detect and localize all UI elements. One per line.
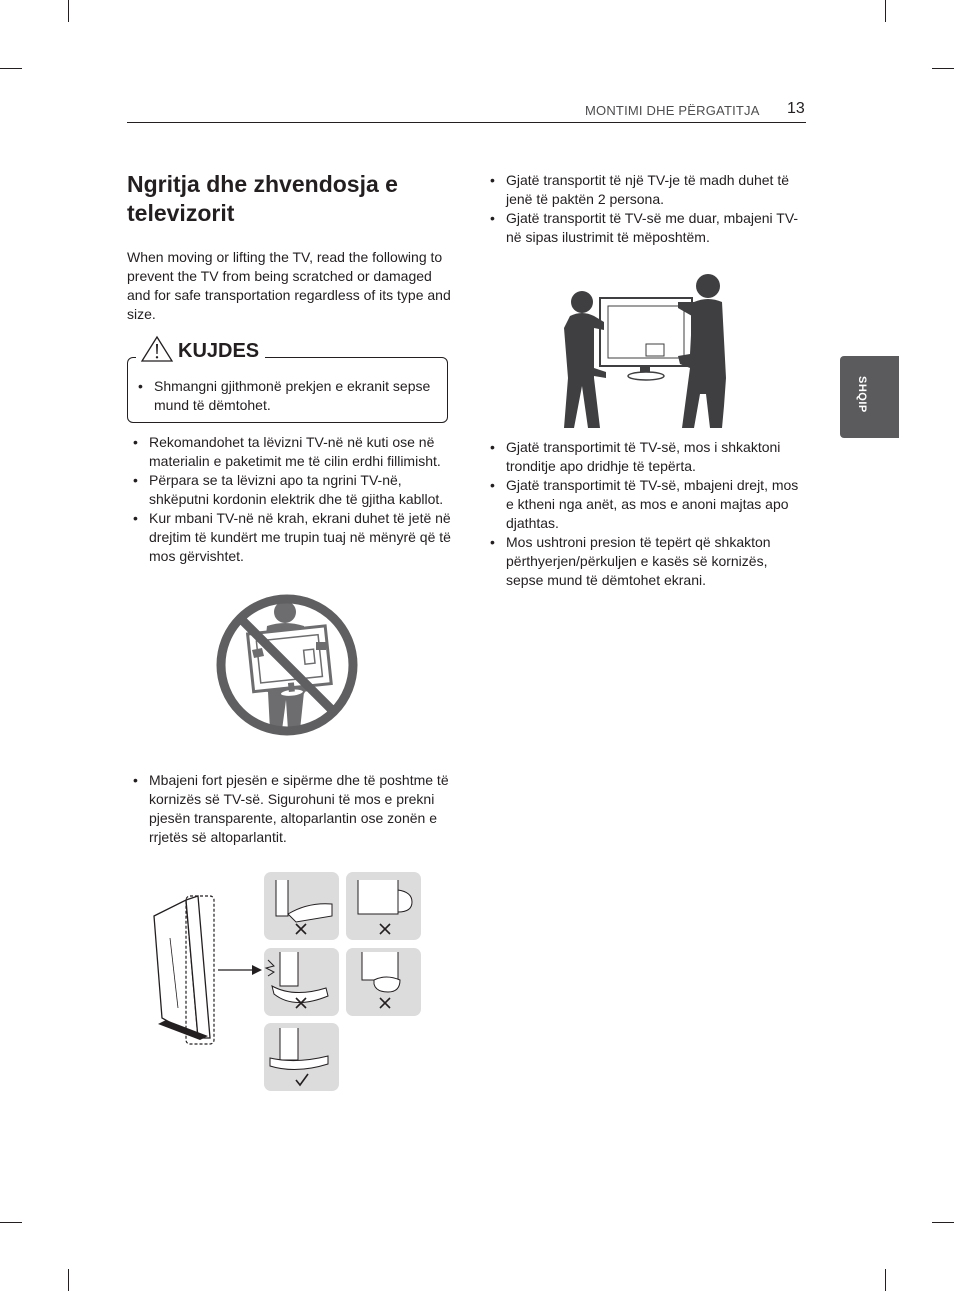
crop-mark: [68, 1269, 69, 1291]
crop-mark: [68, 0, 69, 22]
caution-title: KUJDES: [178, 340, 260, 362]
list-item: • Rekomandohet ta lëvizni TV-në në kuti ose në materialin e paketimit me të cilin erdhi fillimisht.: [132, 433, 454, 471]
intro-paragraph: When moving or lifting the TV, read the following to prevent the TV from being scratched or damaged and for safe transportation regardless of its type and size.: [127, 249, 451, 322]
crop-mark: [932, 1222, 954, 1223]
list-item: • Shmangni gjithmonë prekjen e ekranit sepse mund të dëmtohet.: [137, 377, 442, 415]
grip-panel-wrong-1: [264, 872, 339, 940]
crop-mark: [885, 0, 886, 22]
section-title: Ngritja dhe zhvendosja e televizorit: [127, 171, 398, 226]
frame-grip-list: [132, 771, 454, 847]
list-item: • Gjatë transportimit të TV-së, mbajeni drejt, mos e ktheni nga anët, as mos e anoni majtas apo djathtas.: [489, 476, 807, 533]
list-item: • Mos ushtroni presion të tepërt që shkakton përthyerjen/përkuljen e kasës së kornizës, sepse mund të dëmtohet ekrani.: [489, 533, 807, 590]
crop-mark: [885, 1269, 886, 1291]
header-rule: [127, 122, 806, 123]
warning-triangle-icon: [140, 335, 174, 363]
grip-panel-wrong-2: [346, 872, 421, 940]
frame-grip-illustration: [148, 868, 428, 1096]
list-item: • Mbajeni fort pjesën e sipërme dhe të poshtme të kornizës së TV-së. Sigurohuni të mos e prekni pjesën transparente, altoparlantin ose zonën e rrjetës së altoparlantit.: [132, 771, 454, 847]
language-tab: [840, 356, 899, 438]
crop-mark: [0, 1222, 22, 1223]
grip-panel-correct: [264, 1023, 339, 1091]
caution-list: [137, 377, 442, 415]
transport-tips-list: [489, 438, 807, 590]
moving-tips-list: [132, 433, 454, 566]
caution-header: [136, 335, 265, 363]
two-person-carry-illustration: [560, 268, 728, 430]
list-item: • Kur mbani TV-në në krah, ekrani duhet të jetë në drejtim të kundërt me trupin tuaj në mënyrë që të mos gërvishtet.: [132, 509, 454, 566]
grip-panel-wrong-4: [346, 948, 421, 1016]
list-item: • Gjatë transportimit të TV-së, mos i shkaktoni tronditje apo dridhje të tepërta.: [489, 438, 807, 476]
list-item: • Përpara se ta lëvizni apo ta ngrini TV-në, shkëputni kordonin elektrik dhe të gjitha kabllot.: [132, 471, 454, 509]
running-header: MONTIMI DHE PËRGATITJA: [585, 103, 760, 118]
crop-mark: [0, 68, 22, 69]
list-item: • Gjatë transportit të TV-së me duar, mbajeni TV-në sipas ilustrimit të mëposhtëm.: [489, 209, 807, 247]
prohibited-carry-illustration: [212, 590, 362, 740]
language-tab-label: SHQIP: [856, 376, 868, 413]
grip-panel-wrong-3: [264, 948, 339, 1016]
list-item: • Gjatë transportit të një TV-je të madh duhet të jenë të paktën 2 persona.: [489, 171, 807, 209]
page-number: 13: [787, 100, 805, 117]
crop-mark: [932, 68, 954, 69]
two-person-list: [489, 171, 807, 247]
